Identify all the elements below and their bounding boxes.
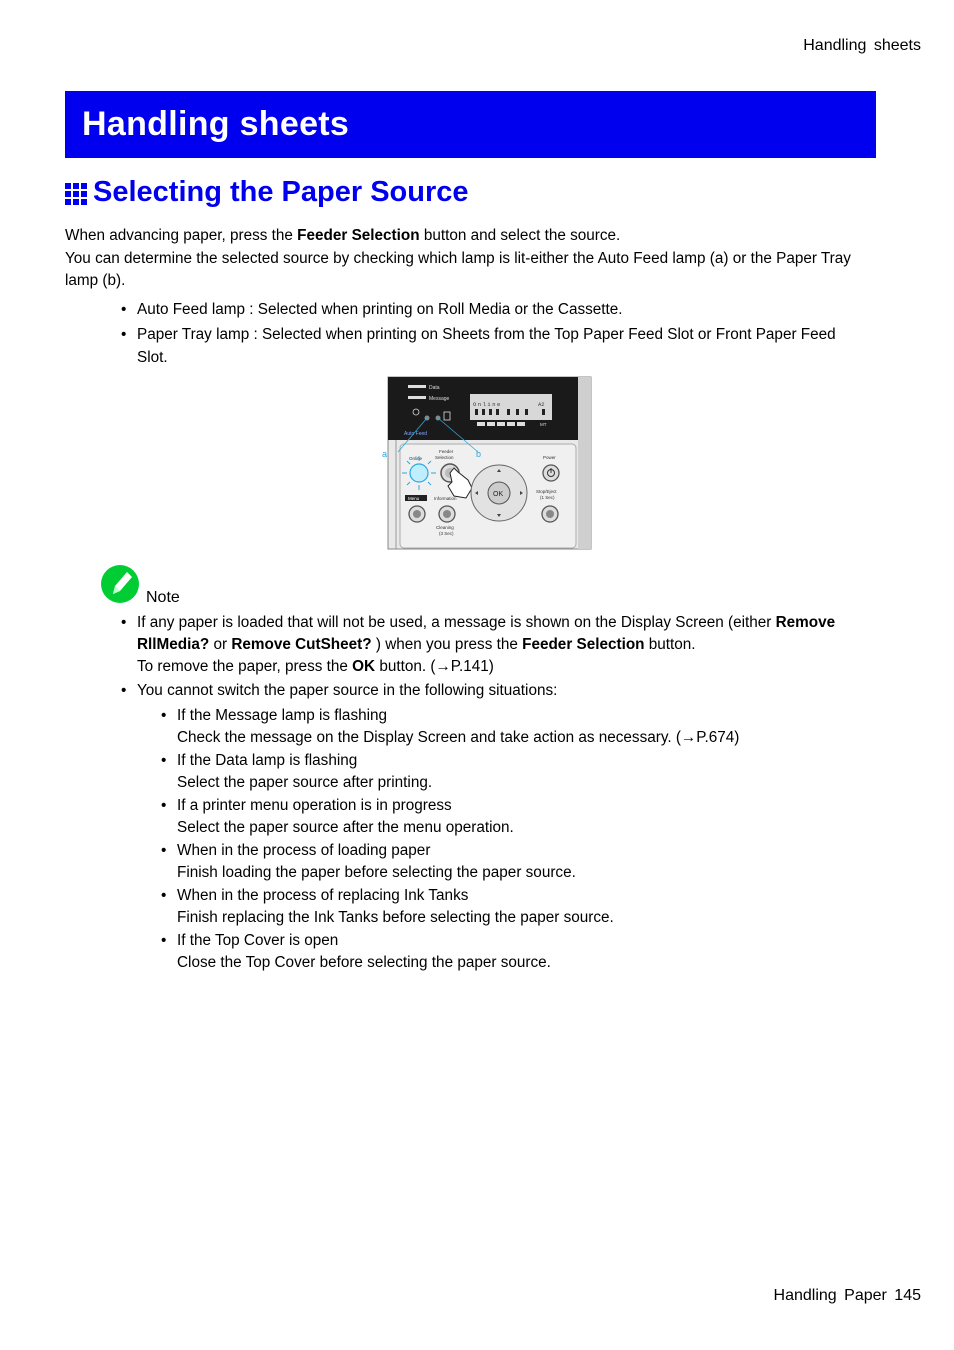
running-header: Handling sheets xyxy=(803,37,921,54)
information-label: Information xyxy=(434,496,457,501)
auto-feed-label: Auto Feed xyxy=(404,431,428,437)
note-list xyxy=(121,612,881,976)
situation-item: • If a printer menu operation is in progress Select the paper source after the menu operation. xyxy=(161,795,881,839)
cleaning-label-2: (3 Sec) xyxy=(439,531,454,536)
intro-line-2: You can determine the selected source by checking which lamp is lit-either the Auto Feed lamp (a) or the Paper Tray lamp (b). xyxy=(65,249,851,289)
note-icon xyxy=(100,564,142,604)
list-item: • Paper Tray lamp : Selected when printing on Sheets from the Top Paper Feed Slot or Front Paper Feed Slot. xyxy=(121,323,861,369)
page-number: 145 xyxy=(894,1287,921,1304)
message-lamp-label: Message xyxy=(429,396,450,402)
online-label: Online xyxy=(409,456,423,461)
control-panel-figure xyxy=(380,376,595,552)
cleaning-label-1: Cleaning xyxy=(436,525,454,530)
mt-label: MT xyxy=(540,422,547,427)
stop-label-2: (1 Sec) xyxy=(540,495,555,500)
display-text: Online xyxy=(473,401,502,408)
situation-item: • When in the process of replacing Ink Tanks Finish replacing the Ink Tanks before selecting the paper source. xyxy=(161,885,881,929)
callout-b: b xyxy=(476,449,482,459)
section-title: Selecting the Paper Source xyxy=(93,176,469,208)
feeder-label-1: Feeder xyxy=(439,449,454,454)
note-label: Note xyxy=(146,589,180,606)
intro-line-1: When advancing paper, press the Feeder Selection button and select the source. xyxy=(65,227,621,244)
intro-text xyxy=(65,225,875,293)
situation-list xyxy=(161,705,881,974)
lamp-list xyxy=(121,298,861,371)
display-right-text: A2 xyxy=(538,401,545,408)
situation-item: • If the Data lamp is flashing Select the paper source after printing. xyxy=(161,750,881,794)
ok-label: OK xyxy=(493,491,504,498)
footer-chapter: Handling Paper xyxy=(773,1287,887,1304)
section-heading xyxy=(65,176,469,209)
situation-item: • If the Message lamp is flashing Check the message on the Display Screen and take action as necessary. (→P.674) xyxy=(161,705,881,749)
callout-a: a xyxy=(382,449,388,459)
page-title: Handling sheets xyxy=(82,105,350,143)
situation-item: • When in the process of loading paper Finish loading the paper before selecting the paper source. xyxy=(161,840,881,884)
stop-label-1: Stop/Eject xyxy=(536,489,557,494)
list-item: • You cannot switch the paper source in the following situations: • If the Message lamp is flashing Check the message on the Display Screen and take action as necessary. (→P.674) • If the Data lamp is flashing Select the paper source after printing. • If a printer menu operation is in progress Select the paper source after the menu operation. • When in the process of loading paper Finish loading the paper before selecting the paper source. • When in the process of replacing Ink Tanks Finish replacing the Ink Tanks before selecting the paper source. • If the Top Cover is open Close the Top Cover before selecting the paper source. xyxy=(121,680,881,974)
menu-label: Menu xyxy=(408,496,420,501)
list-item: • If any paper is loaded that will not be used, a message is shown on the Display Screen (either Remove RllMedia? or Remove CutSheet? ) when you press the Feeder Selection button. To remove the paper, press the OK button. (→P.141) xyxy=(121,612,881,678)
list-item: • Auto Feed lamp : Selected when printing on Roll Media or the Cassette. xyxy=(121,298,861,321)
feeder-label-2: Selection xyxy=(435,455,454,460)
situation-item: • If the Top Cover is open Close the Top Cover before selecting the paper source. xyxy=(161,930,881,974)
data-lamp-label: Data xyxy=(429,385,440,391)
feeder-selection-term: Feeder Selection xyxy=(297,227,420,244)
page-footer xyxy=(774,1287,921,1305)
power-label: Power xyxy=(543,455,556,460)
grid-icon xyxy=(65,183,87,205)
title-bar xyxy=(65,91,876,158)
